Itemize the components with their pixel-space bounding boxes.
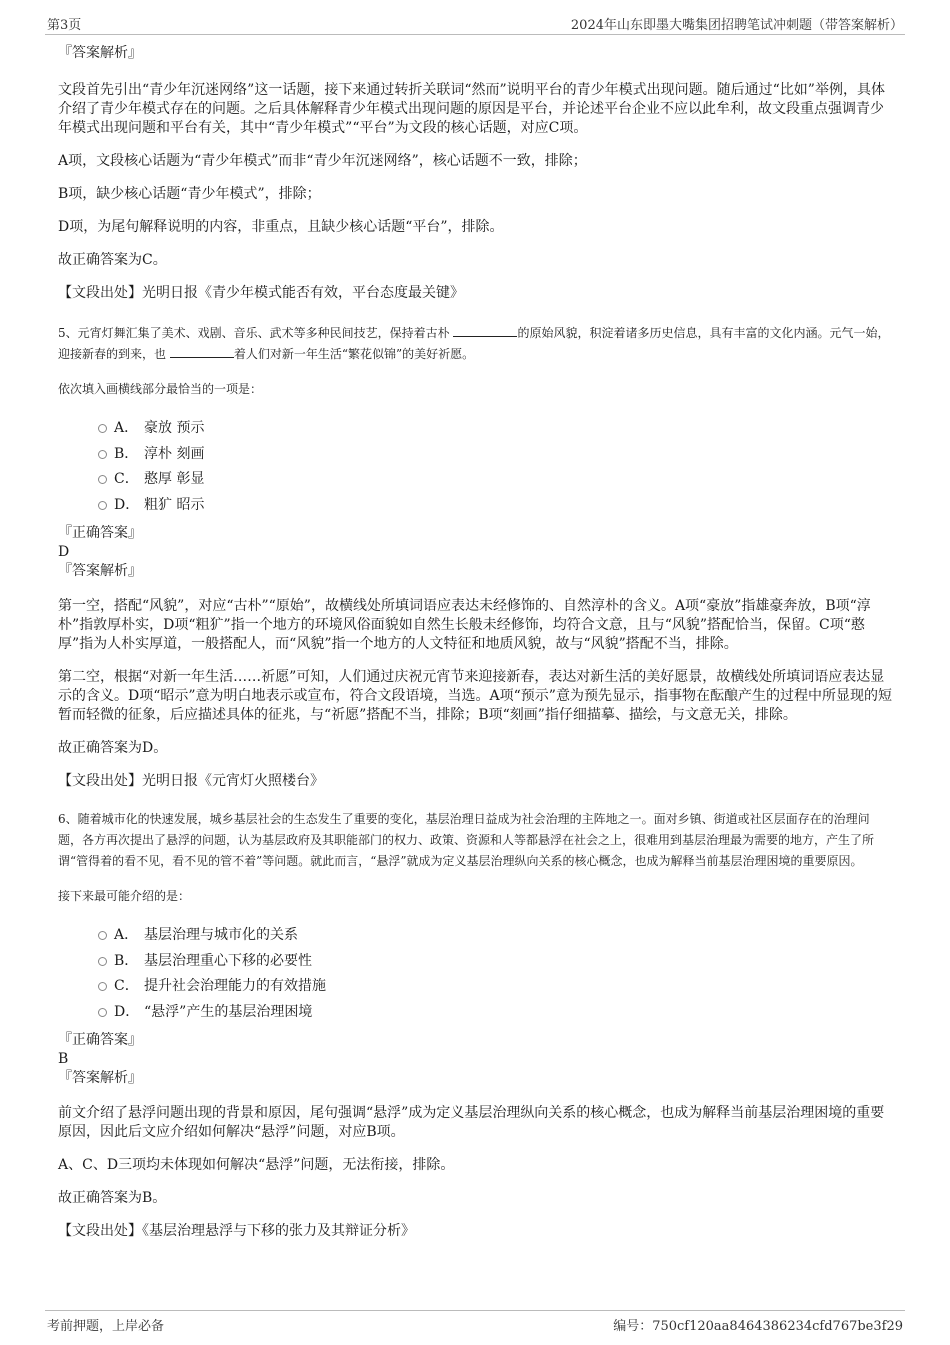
fill-blank xyxy=(453,324,517,337)
question-6-text: 6、随着城市化的快速发展，城乡基层社会的生态发生了重要的变化，基层治理日益成为社会治理的主阵地之一。面对乡镇、街道或社区层面存在的治理问题，各方再次提出了悬浮的问题，认为基层政府及其职能部门的权力、政策、资源和人等都悬浮在社会之上，很难用到基层治理最为需要的地方，产生了所谓“管得着的看不见，看不见的管不着”等问题。就此而言，“悬浮”就成为定义基层治理纵向关系的核心概念，也成为解释当前基层治理困境的重要原因。 xyxy=(58,812,875,868)
answer-line: 故正确答案为C。 xyxy=(58,252,167,268)
footer-slogan: 考前押题，上岸必备 xyxy=(47,1319,165,1334)
document-title: 2024年山东即墨大嘴集团招聘笔试冲刺题（带答案解析） xyxy=(570,18,903,33)
radio-button[interactable] xyxy=(98,931,107,940)
analysis-line-b: B项，缺少核心话题“青少年模式”，排除； xyxy=(58,186,321,202)
option-a[interactable]: A． 豪放 预示 xyxy=(58,416,893,442)
option-b[interactable]: B． 淳朴 刻画 xyxy=(58,442,893,468)
radio-button[interactable] xyxy=(98,475,107,484)
radio-button[interactable] xyxy=(98,1008,107,1017)
correct-answer: B xyxy=(58,1051,69,1067)
source-line: 【文段出处】光明日报《元宵灯火照楼台》 xyxy=(58,773,324,789)
question-5-text: 5、元宵灯舞汇集了美术、戏剧、音乐、武术等多种民间技艺，保持着古朴 的原始风貌，积淀着诸多历史信息，具有丰富的文化内涵。元气一始，迎接新春的到来，也 着人们对新一年生活“繁花似锦”的美好祈愿。 xyxy=(58,326,890,361)
radio-button[interactable] xyxy=(98,957,107,966)
option-a[interactable]: A． 基层治理与城市化的关系 xyxy=(58,923,893,949)
option-c[interactable]: C． 提升社会治理能力的有效措施 xyxy=(58,974,893,1000)
page-footer xyxy=(45,1310,905,1334)
option-b[interactable]: B． 基层治理重心下移的必要性 xyxy=(58,949,893,975)
analysis-paragraph: 第二空，根据“对新一年生活……祈愿”可知，人们通过庆祝元宵节来迎接新春，表达对新生活的美好愿景，故横线处所填词语应表达显示的含义。D项“昭示”意为明白地表示或宣布，符合文段语境，当选。A项“预示”意为预先显示，指事物在酝酿产生的过程中所显现的短暂而轻微的征象，后应描述具体的征兆，与“祈愿”搭配不当，排除；B项“刻画”指仔细描摹、描绘，与文意无关，排除。 xyxy=(58,669,892,723)
analysis-label: 『答案解析』 xyxy=(58,45,142,61)
option-d[interactable]: D． “悬浮”产生的基层治理困境 xyxy=(58,1000,893,1026)
fill-blank xyxy=(170,345,234,358)
question-6-prompt: 接下来最可能介绍的是： xyxy=(58,889,191,903)
radio-button[interactable] xyxy=(98,424,107,433)
question-5-prompt: 依次填入画横线部分最恰当的一项是： xyxy=(58,382,263,396)
document-id: 编号：750cf120aa8464386234cfd767be3f29 xyxy=(613,1319,903,1334)
analysis-paragraph: 第一空，搭配“风貌”，对应“古朴”“原始”，故横线处所填词语应表达未经修饰的、自然淳朴的含义。A项“豪放”指雄豪奔放，B项“淳朴”指敦厚朴实，D项“粗犷”指一个地方的环境风俗面貌如自然生长般未经修饰，均符合文意，且与“风貌”搭配恰当，保留。C项“憨厚”指为人朴实厚道，一般搭配人，而“风貌”指一个地方的人文特征和地质风貌，故与“风貌”搭配不当，排除。 xyxy=(58,598,871,652)
analysis-line-a: A项，文段核心话题为“青少年模式”而非“青少年沉迷网络”，核心话题不一致，排除； xyxy=(58,153,587,169)
analysis-paragraph: 文段首先引出“青少年沉迷网络”这一话题，接下来通过转折关联词“然而”说明平台的青少年模式出现问题。随后通过“比如”举例，具体介绍了青少年模式存在的问题。之后具体解释青少年模式出现问题的原因是平台，并论述平台企业不应以此牟利，故文段重点强调青少年模式出现问题和平台有关，其中“青少年模式”“平台”为文段的核心话题，对应C项。 xyxy=(58,82,885,136)
question-5-options xyxy=(58,416,893,518)
answer-line: 故正确答案为B。 xyxy=(58,1190,167,1206)
correct-answer-label: 『正确答案』 xyxy=(58,525,142,541)
analysis-label: 『答案解析』 xyxy=(58,1070,142,1086)
analysis-paragraph: 前文介绍了悬浮问题出现的背景和原因，尾句强调“悬浮”成为定义基层治理纵向关系的核心概念，也成为解释当前基层治理困境的重要原因，因此后文应介绍如何解决“悬浮”问题，对应B项。 xyxy=(58,1105,885,1140)
radio-button[interactable] xyxy=(98,450,107,459)
question-6-options xyxy=(58,923,893,1025)
correct-answer: D xyxy=(58,544,70,560)
option-d[interactable]: D． 粗犷 昭示 xyxy=(58,493,893,519)
source-line: 【文段出处】光明日报《青少年模式能否有效，平台态度最关键》 xyxy=(58,285,464,301)
source-line: 【文段出处】《基层治理悬浮与下移的张力及其辩证分析》 xyxy=(58,1223,415,1239)
option-c[interactable]: C． 憨厚 彰显 xyxy=(58,467,893,493)
page-header xyxy=(45,14,905,35)
page-number: 第3页 xyxy=(47,18,82,33)
page-content xyxy=(58,44,893,1241)
analysis-line: A、C、D三项均未体现如何解决“悬浮”问题，无法衔接，排除。 xyxy=(58,1157,455,1173)
analysis-line-d: D项，为尾句解释说明的内容，非重点，且缺少核心话题“平台”，排除。 xyxy=(58,219,504,235)
analysis-label: 『答案解析』 xyxy=(58,563,142,579)
correct-answer-label: 『正确答案』 xyxy=(58,1032,142,1048)
radio-button[interactable] xyxy=(98,982,107,991)
radio-button[interactable] xyxy=(98,501,107,510)
answer-line: 故正确答案为D。 xyxy=(58,740,168,756)
